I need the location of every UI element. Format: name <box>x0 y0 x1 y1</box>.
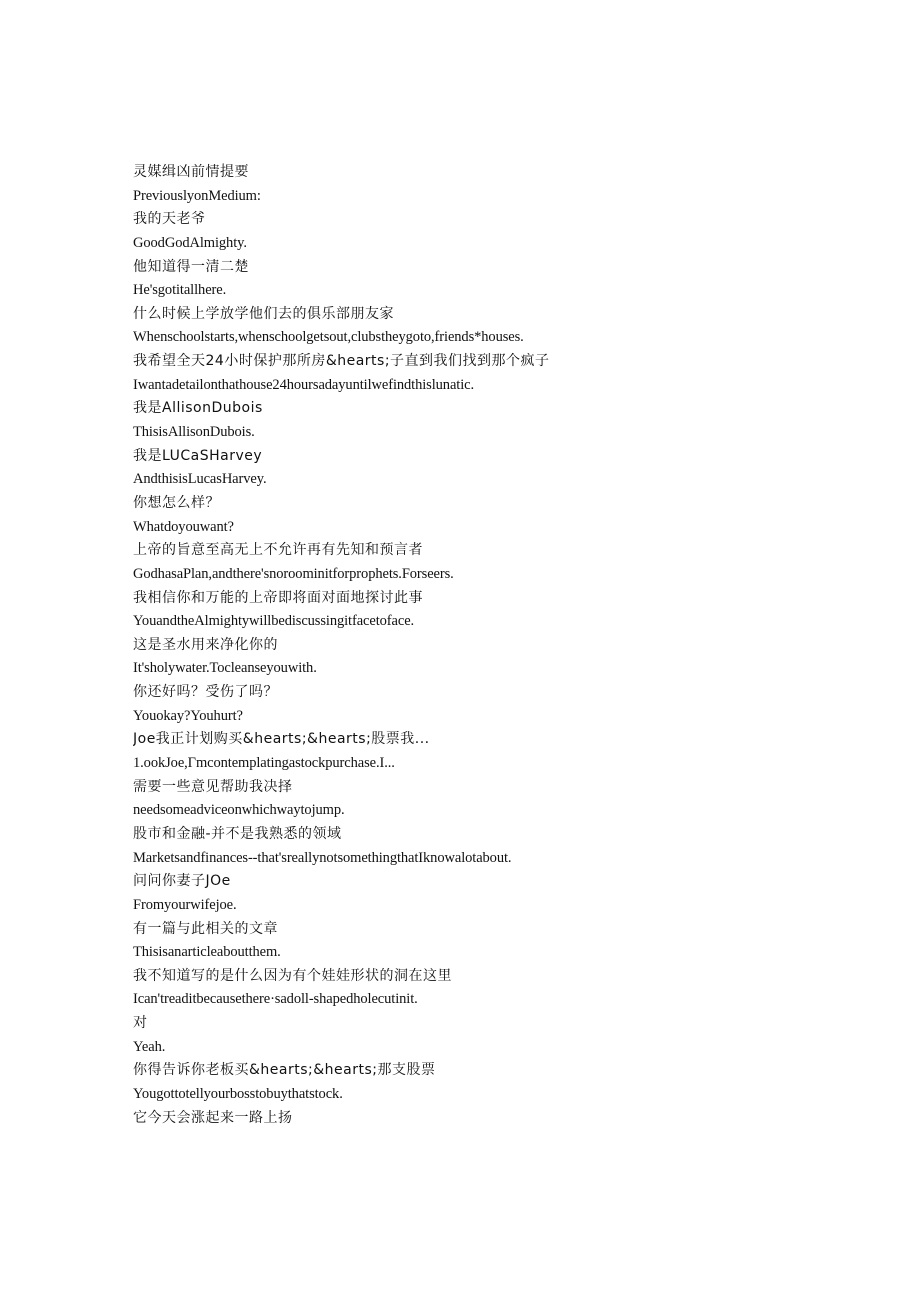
english-subtitle-line: PreviouslyonMedium: <box>133 187 261 204</box>
chinese-subtitle-line: 问问你妻子JOe <box>133 873 231 890</box>
chinese-subtitle-line: 你想怎么样？ <box>133 494 220 511</box>
chinese-subtitle-line: Joe我正计划购买&hearts;&hearts;股票我... <box>133 731 430 748</box>
chinese-subtitle-line: 有一篇与此相关的文章 <box>133 920 278 937</box>
english-subtitle-line: Yougottotellyourbosstobuythatstock. <box>133 1085 343 1102</box>
chinese-subtitle-line: 他知道得一清二楚 <box>133 258 249 275</box>
subtitle-transcript <box>133 161 893 1130</box>
english-subtitle-line: Whatdoyouwant? <box>133 518 234 535</box>
chinese-subtitle-line: 你得告诉你老板买&hearts;&hearts;那支股票 <box>133 1062 436 1079</box>
chinese-subtitle-line: 我是AllisonDubois <box>133 400 263 417</box>
chinese-subtitle-line: 灵媒缉凶前情提要 <box>133 164 249 180</box>
english-subtitle-line: GoodGodAlmighty. <box>133 234 247 251</box>
chinese-subtitle-line: 我希望全天24小时保护那所房&hearts;子直到我们找到那个疯子 <box>133 353 550 370</box>
english-subtitle-line: needsomeadviceonwhichwaytojump. <box>133 802 345 819</box>
english-subtitle-line: ThisisAllisonDubois. <box>133 424 255 441</box>
chinese-subtitle-line: 它今天会涨起来一路上扬 <box>133 1109 293 1126</box>
chinese-subtitle-line: 什么时候上学放学他们去的俱乐部朋友家 <box>133 305 394 322</box>
chinese-subtitle-line: 需要一些意见帮助我决择 <box>133 778 293 795</box>
chinese-subtitle-line: 你还好吗？受伤了吗？ <box>133 684 278 701</box>
chinese-subtitle-line: 股市和金融-并不是我熟悉的领域 <box>133 825 342 842</box>
chinese-subtitle-line: 我的天老爷 <box>133 211 206 228</box>
english-subtitle-line: Youokay?Youhurt? <box>133 707 243 724</box>
english-subtitle-line: Iwantadetailonthathouse24hoursadayuntilwefindthislunatic. <box>133 376 475 393</box>
english-subtitle-line: AndthisisLucasHarvey. <box>133 471 267 488</box>
english-subtitle-line: GodhasaPlan,andthere'snoroominitforprophets.Forseers. <box>133 565 454 582</box>
chinese-subtitle-line: 我相信你和万能的上帝即将面对面地探讨此事 <box>133 589 423 606</box>
chinese-subtitle-line: 对 <box>133 1015 148 1032</box>
english-subtitle-line: 1.ookJoe,Γmcontemplatingastockpurchase.I... <box>133 755 395 772</box>
chinese-subtitle-line: 这是圣水用来净化你的 <box>133 636 278 653</box>
english-subtitle-line: YouandtheAlmightywillbediscussingitfacetoface. <box>133 613 415 630</box>
english-subtitle-line: Fromyourwifejoe. <box>133 896 237 913</box>
english-subtitle-line: Ican'treaditbecausethere·sadoll-shapedholecutinit. <box>133 991 418 1008</box>
english-subtitle-line: He'sgotitallhere. <box>133 282 227 299</box>
english-subtitle-line: Thisisanarticleaboutthem. <box>133 944 281 961</box>
english-subtitle-line: Whenschoolstarts,whenschoolgetsout,clubstheygoto,friends*houses. <box>133 329 524 346</box>
chinese-subtitle-line: 上帝的旨意至高无上不允许再有先知和预言者 <box>133 542 423 559</box>
chinese-subtitle-line: 我是LUCaSHarvey <box>133 447 263 464</box>
english-subtitle-line: Yeah. <box>133 1038 166 1055</box>
english-subtitle-line: Marketsandfinances--that'sreallynotsomethingthatIknowalotabout. <box>133 849 512 866</box>
english-subtitle-line: It'sholywater.Tocleanseyouwith. <box>133 660 317 677</box>
chinese-subtitle-line: 我不知道写的是什么因为有个娃娃形状的洞在这里 <box>133 967 452 984</box>
